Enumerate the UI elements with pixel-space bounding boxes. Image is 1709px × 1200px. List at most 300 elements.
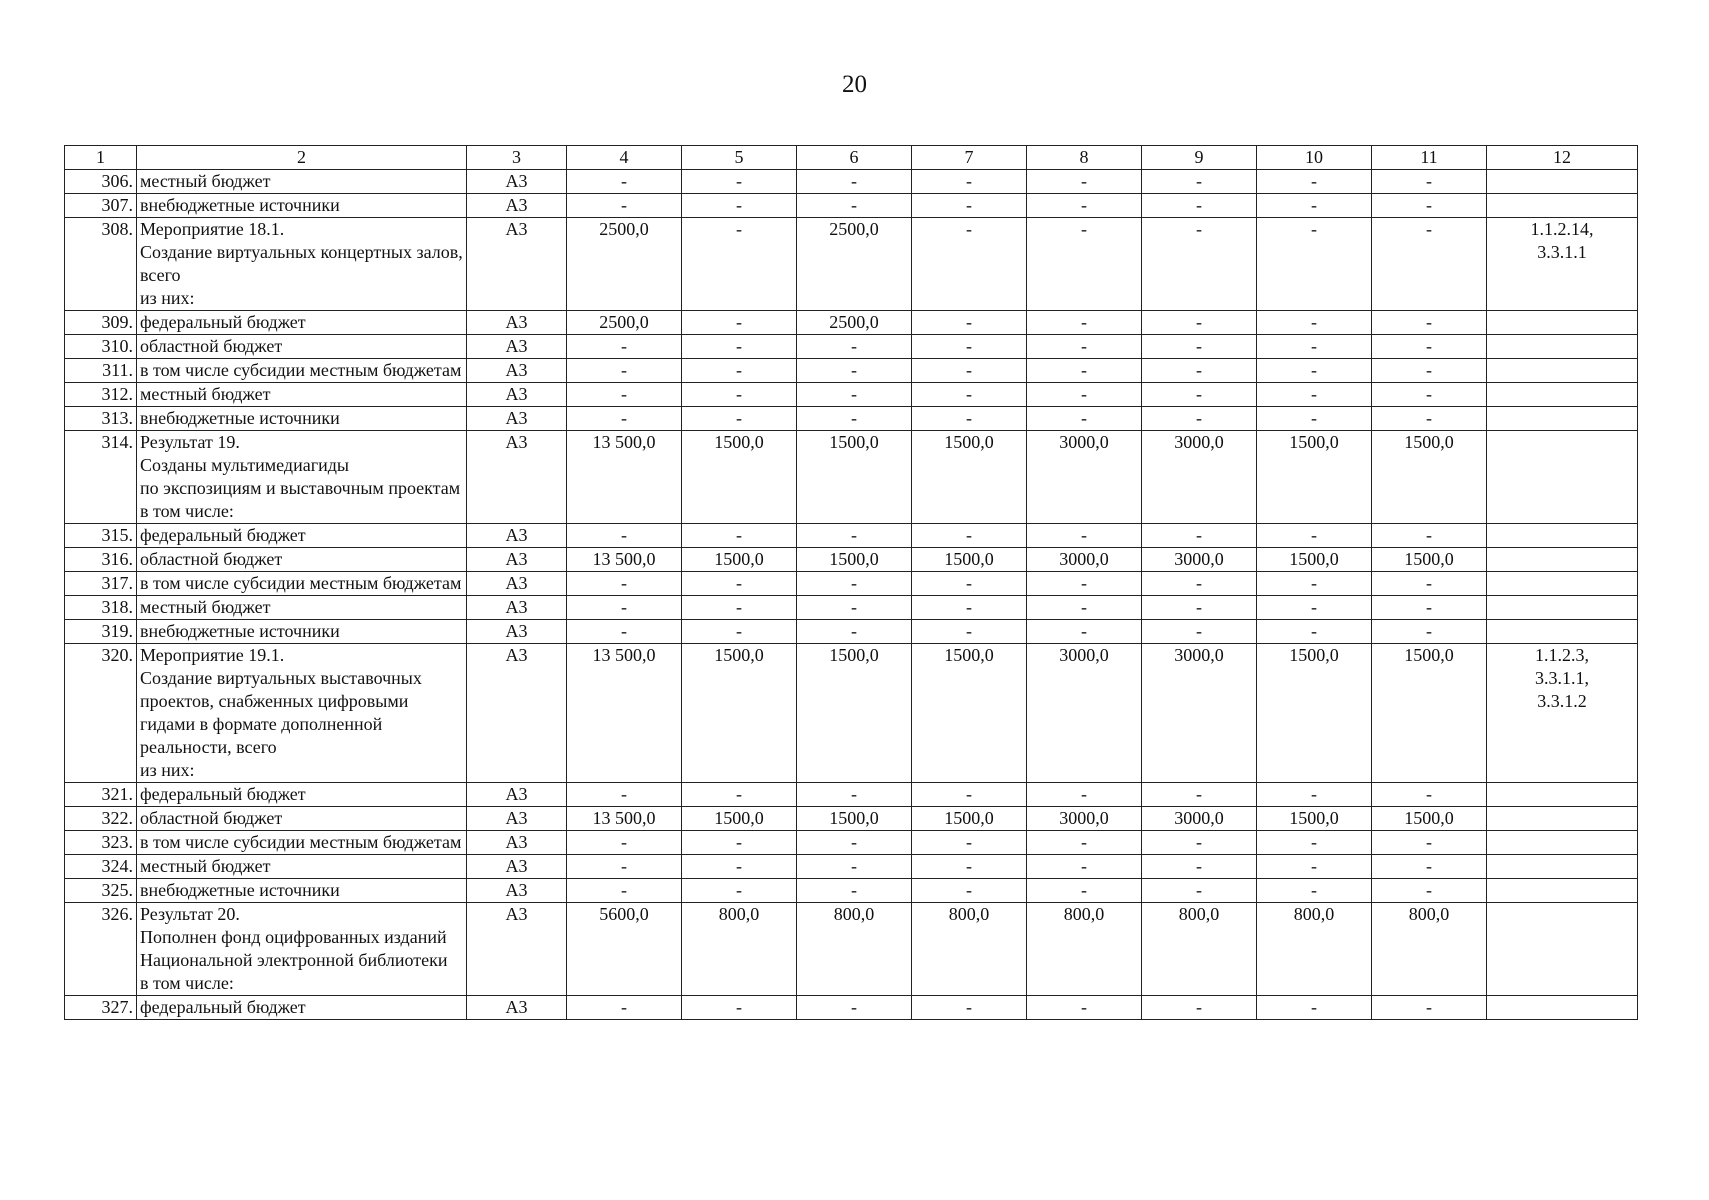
row-name: в том числе субсидии местным бюджетам: [137, 831, 467, 855]
row-value: -: [1257, 596, 1372, 620]
row-value: -: [797, 572, 912, 596]
row-value: -: [1257, 383, 1372, 407]
row-value: -: [1142, 620, 1257, 644]
row-reference: [1487, 311, 1638, 335]
row-value: -: [1372, 359, 1487, 383]
row-value: -: [567, 194, 682, 218]
row-name: Результат 19. Созданы мультимедиагиды по экспозициям и выставочным проектам в том числе:: [137, 431, 467, 524]
row-code: А3: [467, 383, 567, 407]
table-row: [65, 783, 1638, 807]
row-value: -: [567, 170, 682, 194]
row-value: -: [1372, 620, 1487, 644]
row-code: А3: [467, 311, 567, 335]
row-code: А3: [467, 996, 567, 1020]
row-value: -: [682, 996, 797, 1020]
row-name: местный бюджет: [137, 383, 467, 407]
row-name: федеральный бюджет: [137, 311, 467, 335]
row-code: А3: [467, 194, 567, 218]
row-number: 314.: [65, 431, 137, 524]
row-value: 800,0: [682, 903, 797, 996]
row-value: 3000,0: [1142, 644, 1257, 783]
row-value: 13 500,0: [567, 548, 682, 572]
row-name: местный бюджет: [137, 170, 467, 194]
row-value: -: [682, 831, 797, 855]
row-value: -: [567, 572, 682, 596]
row-value: -: [1372, 831, 1487, 855]
table-row: [65, 170, 1638, 194]
row-number: 321.: [65, 783, 137, 807]
row-reference: [1487, 879, 1638, 903]
row-value: 13 500,0: [567, 431, 682, 524]
row-value: -: [912, 879, 1027, 903]
row-value: -: [1257, 170, 1372, 194]
row-value: -: [682, 596, 797, 620]
row-code: А3: [467, 644, 567, 783]
table-row: [65, 407, 1638, 431]
row-number: 306.: [65, 170, 137, 194]
row-value: -: [1027, 359, 1142, 383]
row-value: -: [1257, 879, 1372, 903]
row-name: внебюджетные источники: [137, 194, 467, 218]
table-row: [65, 879, 1638, 903]
row-value: -: [797, 855, 912, 879]
row-value: -: [912, 359, 1027, 383]
row-value: -: [1142, 383, 1257, 407]
row-value: 3000,0: [1027, 644, 1142, 783]
table-row: [65, 431, 1638, 524]
row-value: 1500,0: [797, 807, 912, 831]
row-code: А3: [467, 620, 567, 644]
column-header-10: 10: [1257, 146, 1372, 170]
row-value: -: [567, 359, 682, 383]
row-value: -: [1142, 879, 1257, 903]
row-value: -: [1257, 194, 1372, 218]
row-value: -: [797, 620, 912, 644]
row-value: -: [1372, 783, 1487, 807]
row-value: 1500,0: [912, 431, 1027, 524]
row-value: 5600,0: [567, 903, 682, 996]
row-value: -: [1142, 524, 1257, 548]
row-name: федеральный бюджет: [137, 996, 467, 1020]
column-header-5: 5: [682, 146, 797, 170]
row-value: -: [567, 831, 682, 855]
row-number: 308.: [65, 218, 137, 311]
row-value: 1500,0: [912, 548, 1027, 572]
row-value: 1500,0: [682, 644, 797, 783]
row-value: -: [797, 831, 912, 855]
row-value: -: [1372, 218, 1487, 311]
table-row: [65, 807, 1638, 831]
row-value: -: [1027, 194, 1142, 218]
row-value: -: [1142, 359, 1257, 383]
row-value: -: [682, 335, 797, 359]
row-reference: [1487, 855, 1638, 879]
row-number: 320.: [65, 644, 137, 783]
row-name: федеральный бюджет: [137, 783, 467, 807]
row-value: -: [1027, 218, 1142, 311]
row-value: -: [682, 194, 797, 218]
page-number: 20: [842, 71, 867, 98]
row-value: 1500,0: [912, 644, 1027, 783]
row-value: -: [682, 620, 797, 644]
row-code: А3: [467, 431, 567, 524]
column-header-1: 1: [65, 146, 137, 170]
row-code: А3: [467, 855, 567, 879]
row-value: -: [1142, 170, 1257, 194]
row-value: -: [797, 383, 912, 407]
row-value: 1500,0: [797, 431, 912, 524]
row-value: -: [912, 996, 1027, 1020]
row-value: -: [1257, 359, 1372, 383]
row-value: -: [682, 170, 797, 194]
row-number: 318.: [65, 596, 137, 620]
row-value: 3000,0: [1142, 807, 1257, 831]
row-value: -: [1257, 783, 1372, 807]
table-row: [65, 311, 1638, 335]
row-value: -: [1372, 194, 1487, 218]
row-code: А3: [467, 831, 567, 855]
row-value: -: [567, 855, 682, 879]
row-value: 1500,0: [1257, 644, 1372, 783]
row-value: -: [567, 383, 682, 407]
row-code: А3: [467, 783, 567, 807]
row-reference: 1.1.2.3, 3.3.1.1, 3.3.1.2: [1487, 644, 1638, 783]
row-reference: [1487, 431, 1638, 524]
row-value: 800,0: [1372, 903, 1487, 996]
row-name: федеральный бюджет: [137, 524, 467, 548]
row-value: -: [912, 572, 1027, 596]
column-number-header-row: [65, 146, 1638, 170]
row-name: Мероприятие 19.1. Создание виртуальных выставочных проектов, снабженных цифровыми гидами в формате дополненной реальности, всего из них:: [137, 644, 467, 783]
row-value: 3000,0: [1027, 548, 1142, 572]
row-code: А3: [467, 335, 567, 359]
row-value: -: [567, 996, 682, 1020]
row-value: -: [797, 170, 912, 194]
row-value: -: [797, 194, 912, 218]
row-value: -: [1142, 194, 1257, 218]
column-header-11: 11: [1372, 146, 1487, 170]
row-reference: [1487, 996, 1638, 1020]
row-reference: [1487, 170, 1638, 194]
table-row: [65, 524, 1638, 548]
table-row: [65, 596, 1638, 620]
column-header-12: 12: [1487, 146, 1638, 170]
row-value: 2500,0: [567, 311, 682, 335]
row-value: -: [1257, 524, 1372, 548]
row-value: 1500,0: [1372, 548, 1487, 572]
table-row: [65, 996, 1638, 1020]
row-code: А3: [467, 572, 567, 596]
column-header-2: 2: [137, 146, 467, 170]
row-value: -: [1027, 383, 1142, 407]
row-value: -: [912, 783, 1027, 807]
row-reference: [1487, 831, 1638, 855]
row-value: -: [1142, 783, 1257, 807]
table-row: [65, 831, 1638, 855]
row-value: 800,0: [797, 903, 912, 996]
row-number: 310.: [65, 335, 137, 359]
row-value: -: [912, 170, 1027, 194]
row-code: А3: [467, 407, 567, 431]
row-name: Мероприятие 18.1. Создание виртуальных концертных залов, всего из них:: [137, 218, 467, 311]
row-value: -: [1257, 831, 1372, 855]
row-value: -: [1257, 620, 1372, 644]
column-header-9: 9: [1142, 146, 1257, 170]
row-value: -: [682, 524, 797, 548]
row-reference: [1487, 548, 1638, 572]
row-value: 1500,0: [1372, 644, 1487, 783]
table-row: [65, 644, 1638, 783]
row-code: А3: [467, 596, 567, 620]
row-number: 313.: [65, 407, 137, 431]
row-number: 316.: [65, 548, 137, 572]
row-value: 800,0: [1142, 903, 1257, 996]
row-value: 1500,0: [797, 644, 912, 783]
row-value: 1500,0: [912, 807, 1027, 831]
row-code: А3: [467, 548, 567, 572]
row-value: 2500,0: [567, 218, 682, 311]
row-value: -: [1142, 855, 1257, 879]
row-code: А3: [467, 879, 567, 903]
row-value: -: [567, 596, 682, 620]
row-code: А3: [467, 807, 567, 831]
row-value: -: [797, 407, 912, 431]
row-value: -: [682, 572, 797, 596]
row-value: -: [1257, 335, 1372, 359]
column-header-3: 3: [467, 146, 567, 170]
table-row: [65, 335, 1638, 359]
row-value: -: [1372, 170, 1487, 194]
row-value: -: [797, 359, 912, 383]
row-number: 319.: [65, 620, 137, 644]
row-value: -: [1142, 572, 1257, 596]
row-value: -: [567, 879, 682, 903]
row-reference: 1.1.2.14, 3.3.1.1: [1487, 218, 1638, 311]
row-code: А3: [467, 524, 567, 548]
row-value: -: [912, 620, 1027, 644]
row-value: 1500,0: [682, 548, 797, 572]
row-value: -: [682, 383, 797, 407]
row-value: -: [912, 524, 1027, 548]
row-value: -: [567, 524, 682, 548]
row-value: -: [1027, 311, 1142, 335]
table-row: [65, 218, 1638, 311]
row-name: внебюджетные источники: [137, 407, 467, 431]
table-row: [65, 194, 1638, 218]
row-reference: [1487, 620, 1638, 644]
row-value: -: [567, 407, 682, 431]
row-value: -: [1142, 996, 1257, 1020]
row-name: Результат 20. Пополнен фонд оцифрованных изданий Национальной электронной библиотеки в том числе:: [137, 903, 467, 996]
row-value: -: [1372, 596, 1487, 620]
row-value: 3000,0: [1142, 431, 1257, 524]
row-value: -: [1257, 996, 1372, 1020]
row-name: в том числе субсидии местным бюджетам: [137, 359, 467, 383]
row-number: 326.: [65, 903, 137, 996]
row-value: 800,0: [1027, 903, 1142, 996]
row-value: -: [1027, 879, 1142, 903]
row-value: -: [1027, 524, 1142, 548]
column-header-4: 4: [567, 146, 682, 170]
row-value: 1500,0: [682, 431, 797, 524]
row-value: -: [912, 855, 1027, 879]
row-value: -: [912, 335, 1027, 359]
row-number: 312.: [65, 383, 137, 407]
row-value: -: [1027, 831, 1142, 855]
row-number: 324.: [65, 855, 137, 879]
row-number: 311.: [65, 359, 137, 383]
row-reference: [1487, 572, 1638, 596]
row-number: 327.: [65, 996, 137, 1020]
table-body: [65, 170, 1638, 1020]
row-name: областной бюджет: [137, 548, 467, 572]
row-value: -: [682, 218, 797, 311]
row-value: 1500,0: [1257, 807, 1372, 831]
row-value: -: [1372, 879, 1487, 903]
row-value: -: [1142, 596, 1257, 620]
row-value: -: [912, 194, 1027, 218]
row-value: 1500,0: [1372, 431, 1487, 524]
row-value: -: [797, 783, 912, 807]
row-value: -: [797, 335, 912, 359]
row-name: областной бюджет: [137, 807, 467, 831]
row-value: -: [912, 831, 1027, 855]
row-value: -: [682, 783, 797, 807]
table-row: [65, 903, 1638, 996]
row-value: -: [1027, 572, 1142, 596]
row-value: -: [682, 407, 797, 431]
row-value: -: [1027, 407, 1142, 431]
row-value: -: [1027, 783, 1142, 807]
row-name: внебюджетные источники: [137, 620, 467, 644]
row-reference: [1487, 807, 1638, 831]
row-value: -: [1257, 407, 1372, 431]
row-value: -: [1027, 170, 1142, 194]
row-value: -: [1027, 996, 1142, 1020]
row-reference: [1487, 359, 1638, 383]
row-reference: [1487, 783, 1638, 807]
table-row: [65, 620, 1638, 644]
row-value: -: [567, 335, 682, 359]
row-value: -: [1257, 572, 1372, 596]
row-value: -: [567, 620, 682, 644]
row-name: внебюджетные источники: [137, 879, 467, 903]
row-value: -: [1372, 407, 1487, 431]
row-value: 1500,0: [797, 548, 912, 572]
row-value: 1500,0: [1372, 807, 1487, 831]
row-value: -: [912, 407, 1027, 431]
table-row: [65, 572, 1638, 596]
row-value: -: [1027, 855, 1142, 879]
row-value: -: [1027, 620, 1142, 644]
row-name: в том числе субсидии местным бюджетам: [137, 572, 467, 596]
table-row: [65, 855, 1638, 879]
row-value: -: [1142, 335, 1257, 359]
row-number: 325.: [65, 879, 137, 903]
row-name: областной бюджет: [137, 335, 467, 359]
row-reference: [1487, 407, 1638, 431]
row-value: -: [797, 596, 912, 620]
row-value: -: [912, 383, 1027, 407]
row-value: -: [682, 359, 797, 383]
row-value: 1500,0: [682, 807, 797, 831]
row-value: 1500,0: [1257, 431, 1372, 524]
row-value: 2500,0: [797, 311, 912, 335]
row-value: -: [1257, 311, 1372, 335]
budget-table: [64, 145, 1638, 1020]
row-value: -: [797, 996, 912, 1020]
row-reference: [1487, 383, 1638, 407]
row-name: местный бюджет: [137, 596, 467, 620]
row-reference: [1487, 524, 1638, 548]
row-value: -: [1372, 996, 1487, 1020]
row-value: -: [912, 311, 1027, 335]
row-value: -: [912, 596, 1027, 620]
row-value: 13 500,0: [567, 644, 682, 783]
row-value: 800,0: [912, 903, 1027, 996]
table-row: [65, 548, 1638, 572]
row-code: А3: [467, 170, 567, 194]
row-value: 2500,0: [797, 218, 912, 311]
row-value: 3000,0: [1027, 431, 1142, 524]
row-value: 1500,0: [1257, 548, 1372, 572]
row-value: -: [1372, 335, 1487, 359]
row-value: -: [1372, 311, 1487, 335]
row-value: -: [1142, 407, 1257, 431]
table-row: [65, 383, 1638, 407]
row-value: -: [1142, 218, 1257, 311]
table-row: [65, 359, 1638, 383]
row-code: А3: [467, 359, 567, 383]
row-reference: [1487, 903, 1638, 996]
row-value: -: [1027, 335, 1142, 359]
row-value: -: [1372, 855, 1487, 879]
row-number: 323.: [65, 831, 137, 855]
row-number: 309.: [65, 311, 137, 335]
row-value: 3000,0: [1142, 548, 1257, 572]
row-reference: [1487, 335, 1638, 359]
row-reference: [1487, 596, 1638, 620]
row-value: -: [567, 783, 682, 807]
row-value: -: [1372, 524, 1487, 548]
row-name: местный бюджет: [137, 855, 467, 879]
row-value: 13 500,0: [567, 807, 682, 831]
row-value: -: [1027, 596, 1142, 620]
row-value: 800,0: [1257, 903, 1372, 996]
row-value: 3000,0: [1027, 807, 1142, 831]
column-header-8: 8: [1027, 146, 1142, 170]
row-value: -: [1142, 311, 1257, 335]
row-code: А3: [467, 218, 567, 311]
row-value: -: [912, 218, 1027, 311]
row-value: -: [797, 879, 912, 903]
row-value: -: [1372, 383, 1487, 407]
row-number: 315.: [65, 524, 137, 548]
row-number: 307.: [65, 194, 137, 218]
row-value: -: [1372, 572, 1487, 596]
column-header-7: 7: [912, 146, 1027, 170]
row-reference: [1487, 194, 1638, 218]
row-value: -: [1257, 855, 1372, 879]
row-value: -: [1142, 831, 1257, 855]
row-value: -: [682, 311, 797, 335]
row-number: 322.: [65, 807, 137, 831]
row-value: -: [797, 524, 912, 548]
row-value: -: [682, 855, 797, 879]
row-code: А3: [467, 903, 567, 996]
row-value: -: [682, 879, 797, 903]
row-number: 317.: [65, 572, 137, 596]
